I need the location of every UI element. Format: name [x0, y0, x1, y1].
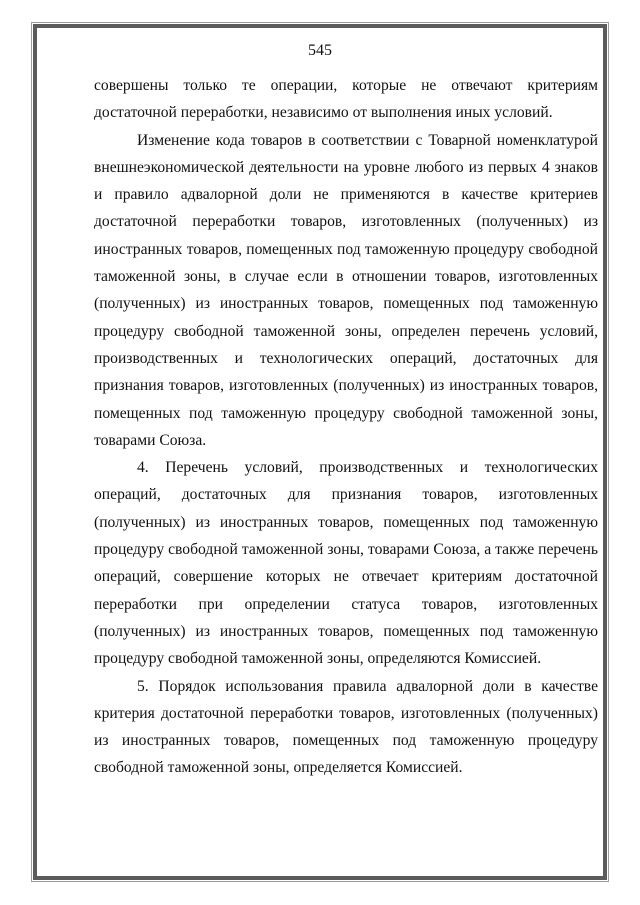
paragraph-item-5: 5. Порядок использования правила адвалорной доли в качестве критерия достаточной переработки товаров, изготовленных (полученных) из иностранных товаров, помещенных под таможенную процедуру свободной таможенной зоны, определяется Комиссией. — [94, 677, 598, 777]
page-frame — [33, 24, 607, 880]
page-number: 545 — [308, 42, 332, 59]
paragraph-item-4: 4. Перечень условий, производственных и технологических операций, достаточных для признания товаров, изготовленных (полученных) из иностранных товаров, помещенных под таможенную процедуру свободной таможенной зоны, товарами Союза, а также перечень операций, совершение которых не отвечает критериям достаточной переработки при определении статуса товаров, изготовленных (полученных) из иностранных товаров, помещенных под таможенную процедуру свободной таможенной зоны, определяются Комиссией. — [94, 459, 598, 668]
paragraph-continuation: совершены только те операции, которые не отвечают критериям достаточной переработки, независимо от выполнения иных условий. — [94, 77, 598, 122]
document-body — [94, 72, 598, 782]
paragraph-code-change: Изменение кода товаров в соответствии с Товарной номенклатурой внешнеэкономической деятельности на уровне любого из первых 4 знаков и правило адвалорной доли не применяются в качестве критериев достаточной переработки товаров, изготовленных (полученных) из иностранных товаров, помещенных под таможенную процедуру свободной таможенной зоны, в случае если в отношении товаров, изготовленных (полученных) из иностранных товаров, помещенных под таможенную процедуру свободной таможенной зоны, определен перечень условий, производственных и технологических операций, достаточных для признания товаров, изготовленных (полученных) из иностранных товаров, помещенных под таможенную процедуру свободной таможенной зоны, товарами Союза. — [94, 131, 598, 449]
